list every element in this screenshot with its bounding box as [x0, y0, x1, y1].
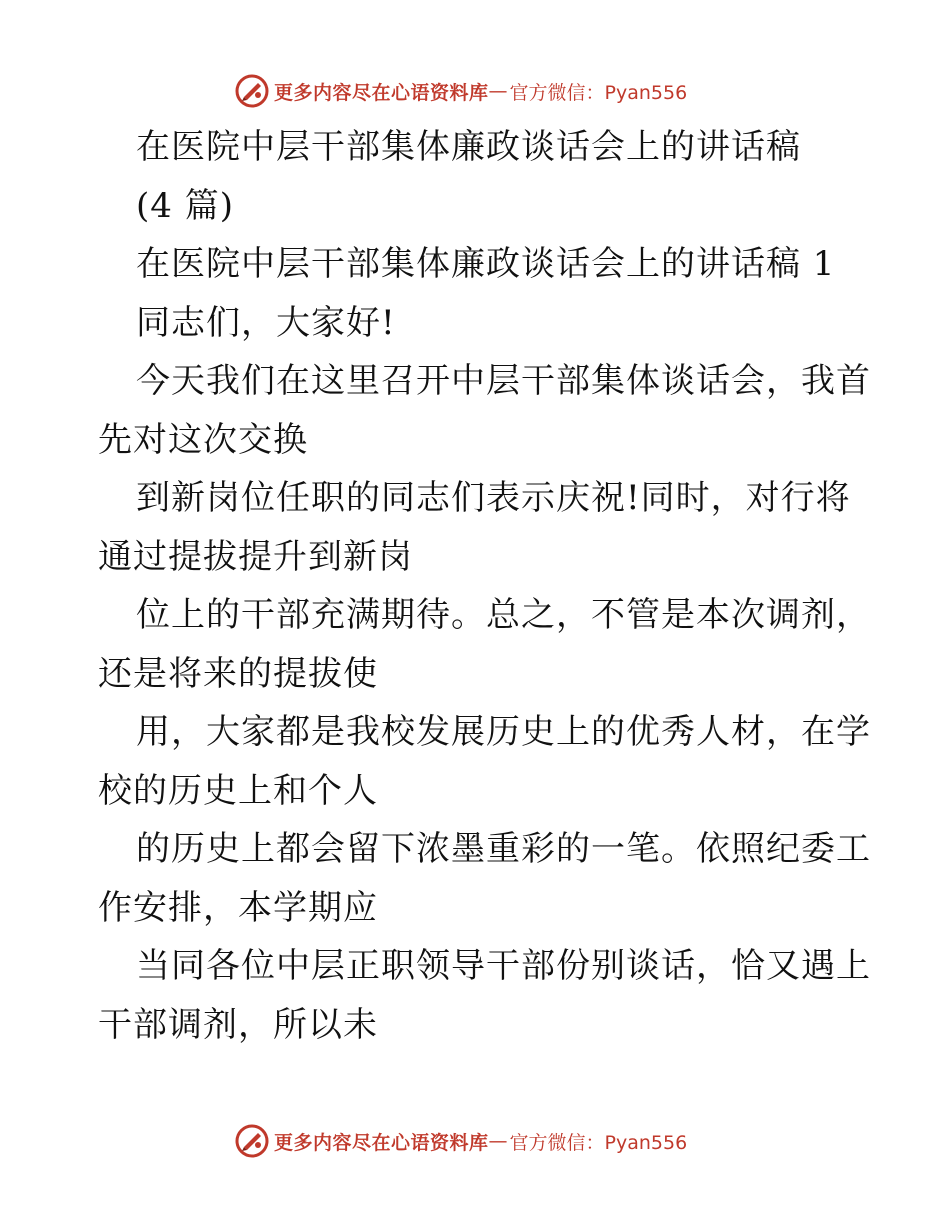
paragraph-line: 的历史上都会留下浓墨重彩的一笔。依照纪委工: [136, 829, 871, 869]
paragraph-line: 当同各位中层正职领导干部份别谈话，恰又遇上: [136, 946, 871, 986]
paragraph-line: 通过提拔提升到新岗: [98, 536, 413, 577]
paragraph-line: 还是将来的提拔使: [98, 653, 378, 694]
document-body: [98, 118, 888, 1054]
paragraph-line: 位上的干部充满期待。总之，不管是本次调剂，: [136, 595, 871, 635]
banner-contact: 官方微信：Pyan556: [509, 81, 688, 104]
banner-separator: —: [488, 1130, 508, 1152]
paragraph-line: 校的历史上和个人: [98, 770, 378, 811]
document-subtitle: (4 篇): [136, 185, 234, 226]
section-heading: 在医院中层干部集体廉政谈话会上的讲话稿 1: [136, 244, 836, 284]
header-banner: [234, 72, 687, 110]
banner-separator: —: [488, 80, 508, 102]
paragraph-line: 今天我们在这里召开中层干部集体谈话会，我首: [136, 361, 871, 401]
banner-contact: 官方微信：Pyan556: [509, 1131, 688, 1154]
paragraph-line: 用，大家都是我校发展历史上的优秀人材，在学: [136, 712, 871, 752]
banner-site-name: 更多内容尽在心语资料库: [274, 81, 489, 104]
greeting-line: 同志们，大家好!: [136, 302, 396, 343]
banner-site-name: 更多内容尽在心语资料库: [274, 1131, 489, 1154]
paragraph-line: 作安排，本学期应: [98, 887, 378, 928]
paragraph-line: 干部调剂，所以未: [98, 1004, 378, 1045]
brand-logo-icon: [234, 73, 270, 109]
footer-banner: [234, 1122, 687, 1160]
document-title: 在医院中层干部集体廉政谈话会上的讲话稿: [136, 127, 801, 167]
paragraph-line: 先对这次交换: [98, 419, 308, 460]
brand-logo-icon: [234, 1123, 270, 1159]
paragraph-line: 到新岗位任职的同志们表示庆祝!同时，对行将: [136, 478, 851, 518]
